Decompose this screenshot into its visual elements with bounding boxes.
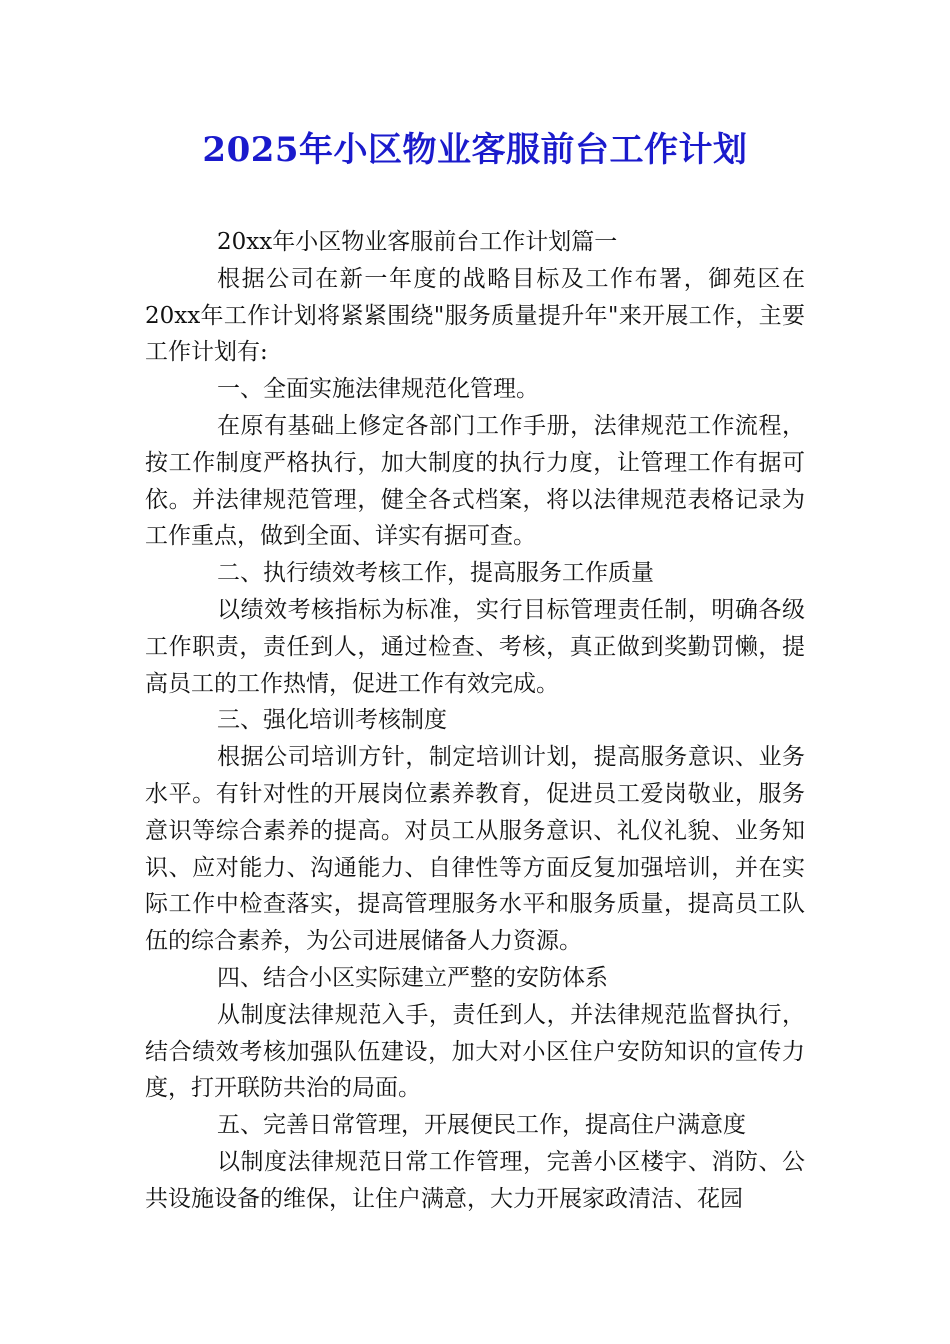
- body-paragraph: 以制度法律规范日常工作管理，完善小区楼宇、消防、公共设施设备的维保，让住户满意，大力开展家政清洁、花园: [145, 1148, 805, 1212]
- section-heading: 20xx年小区物业客服前台工作计划篇一: [217, 229, 618, 255]
- section-heading: 四、结合小区实际建立严整的安防体系: [217, 964, 608, 991]
- section-heading: 二、执行绩效考核工作，提高服务工作质量: [217, 560, 654, 587]
- section-heading: 五、完善日常管理，开展便民工作，提高住户满意度: [217, 1112, 746, 1139]
- body-paragraph: 根据公司培训方针，制定培训计划，提高服务意识、业务水平。有针对性的开展岗位素养教育，促进员工爱岗敬业，服务意识等综合素养的提高。对员工从服务意识、礼仪礼貌、业务知识、应对能力、沟通能力、自律性等方面反复加强培训，并在实际工作中检查落实，提高管理服务水平和服务质量，提高员工队伍的综合素养，为公司进展储备人力资源。: [145, 744, 805, 955]
- section-heading: 三、强化培训考核制度: [217, 707, 447, 734]
- body-paragraph: 以绩效考核指标为标准，实行目标管理责任制，明确各级工作职责，责任到人，通过检查、考核，真正做到奖勤罚懒，提高员工的工作热情，促进工作有效完成。: [145, 596, 805, 697]
- section-heading: 一、全面实施法律规范化管理。: [217, 376, 539, 403]
- body-paragraph: 从制度法律规范入手，责任到人，并法律规范监督执行，结合绩效考核加强队伍建设，加大对小区住户安防知识的宣传力度，打开联防共治的局面。: [145, 1001, 805, 1102]
- document-body: [145, 224, 805, 1218]
- intro-paragraph: 根据公司在新一年度的战略目标及工作布署，御苑区在20xx年工作计划将紧紧围绕"服务质量提升年"来开展工作，主要工作计划有:: [145, 265, 805, 366]
- body-paragraph: 在原有基础上修定各部门工作手册，法律规范工作流程，按工作制度严格执行，加大制度的执行力度，让管理工作有据可依。并法律规范管理，健全各式档案，将以法律规范表格记录为工作重点，做到全面、详实有据可查。: [145, 412, 805, 550]
- document-title: 2025年小区物业客服前台工作计划: [202, 130, 748, 170]
